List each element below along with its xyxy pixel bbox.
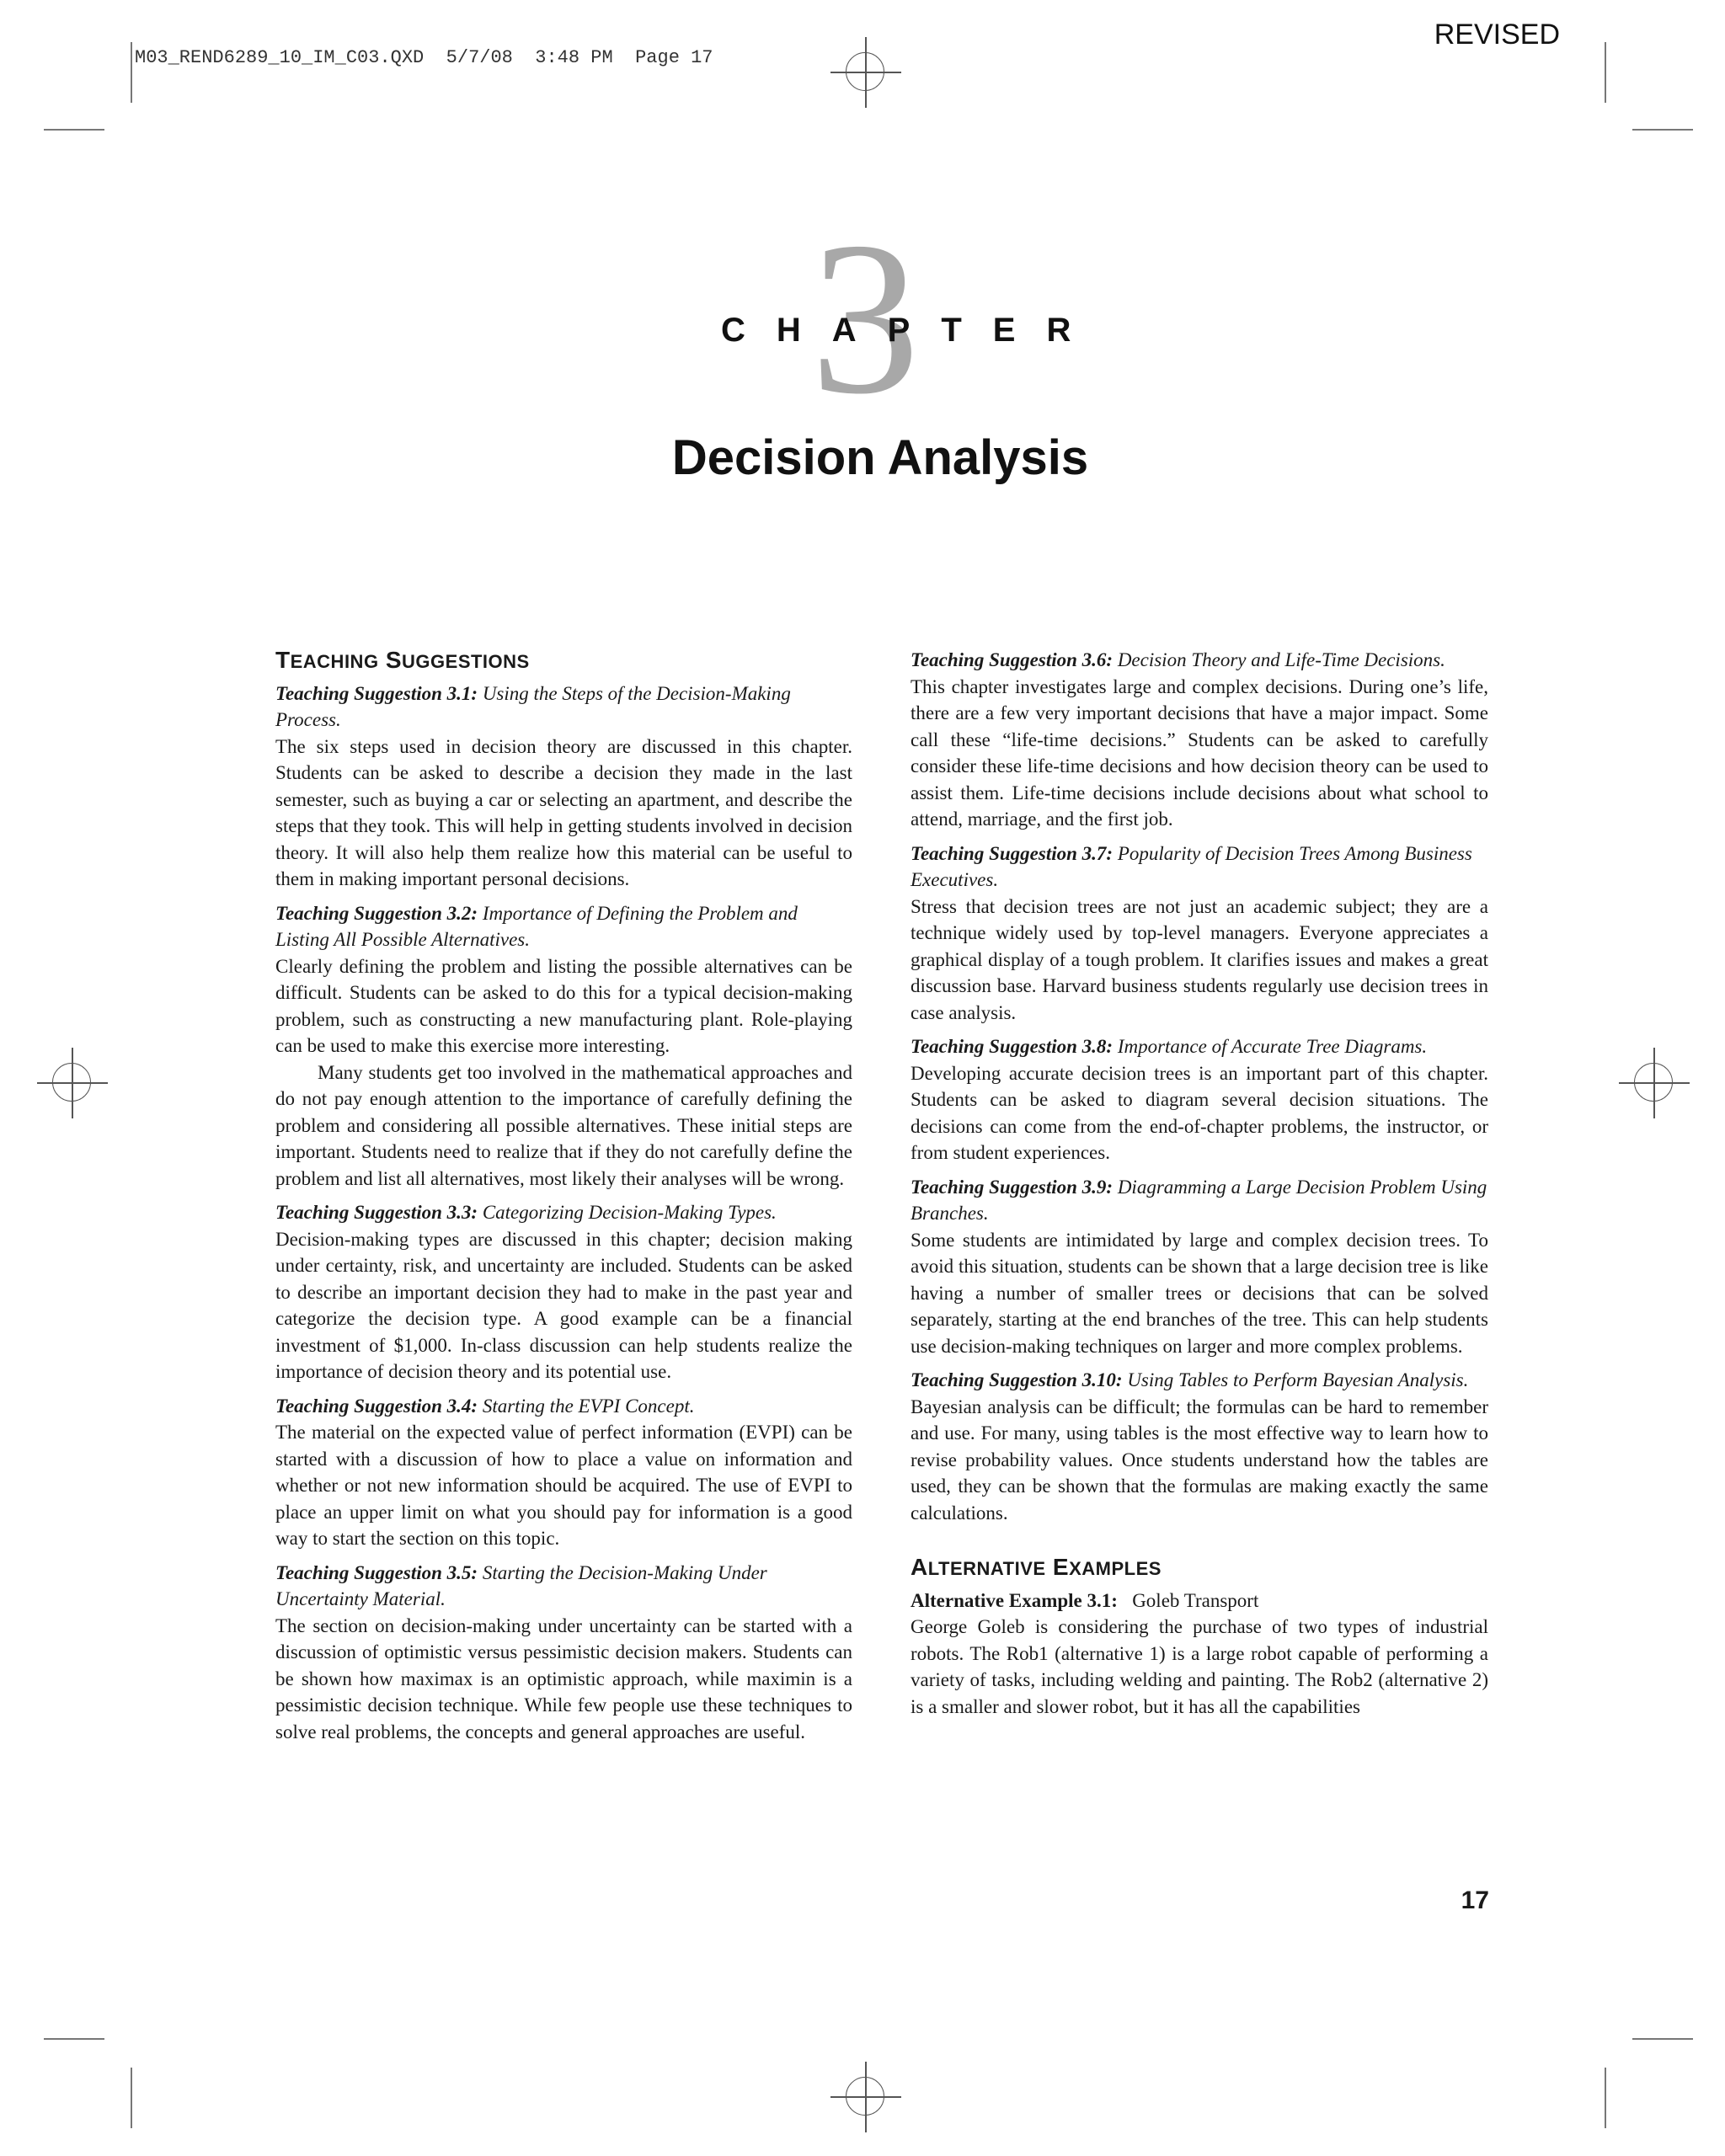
suggestion-text: The material on the expected value of perfect information (EVPI) can be started with a discussion of how to place a value on information and whether or not new information should be acquired. The use of EVPI to place an upper limit on what you should pay for information is a good way to start the section on this topic. bbox=[275, 1422, 852, 1549]
suggestion-heading: Teaching Suggestion 3.9: Diagramming a Large Decision Problem Using Branches. bbox=[911, 1176, 1487, 1224]
crop-mark bbox=[131, 2068, 132, 2128]
crop-mark bbox=[1632, 129, 1693, 131]
registration-mark-icon bbox=[830, 37, 901, 108]
suggestion-text: Developing accurate decision trees is an important part of this chapter. Students can be asked to diagram several decision situations. The decisions can come from the end-of-chapter problems, the instructor, or from student experiences. bbox=[911, 1062, 1488, 1163]
suggestion-text: Bayesian analysis can be difficult; the formulas can be hard to remember and use. For many, using tables is the most effective way to learn how to revise probability values. Once students understand how the tables are used, they can be shown that the formulas are making exactly the same calculations. bbox=[911, 1396, 1488, 1524]
teaching-suggestion-3-4 bbox=[275, 1393, 852, 1552]
suggestion-text: This chapter investigates large and complex decisions. During one’s life, there are a few very important decisions that have a major impact. Some call these “life-time decisions.” Students can be asked to carefully consider these life-time decisions and how decision theory can be used to assist them. Life-time decisions include decisions about what school to attend, marriage, and the first job. bbox=[911, 675, 1488, 830]
teaching-suggestion-3-10 bbox=[911, 1367, 1488, 1526]
chapter-number: 3 bbox=[810, 197, 920, 440]
teaching-suggestion-3-8 bbox=[911, 1033, 1488, 1166]
teaching-suggestion-3-6 bbox=[911, 647, 1488, 833]
teaching-suggestion-3-9 bbox=[911, 1174, 1488, 1360]
registration-mark-icon bbox=[37, 1048, 108, 1118]
suggestion-heading: Teaching Suggestion 3.4: Starting the EVPI Concept. bbox=[275, 1395, 695, 1417]
suggestion-text: Decision-making types are discussed in this chapter; decision making under certainty, risk, and uncertainty are included. Students can be asked to describe an important decision they had to make in the past year and categorize the decision type. A good example can be a financial investment of $1,000. In-class discussion can help students realize the importance of decision theory and its potential use. bbox=[275, 1228, 852, 1382]
suggestion-text: The section on decision-making under uncertainty can be started with a discussion of optimistic versus pessimistic decision makers. Students can be shown how maximax is an optimistic approach, while maximin is a pessimistic decision technique. While few people use these techniques to solve real problems, the concepts and general approaches are useful. bbox=[275, 1614, 852, 1742]
suggestion-text: The six steps used in decision theory are discussed in this chapter. Students can be asked to describe a decision they made in the last semester, such as buying a car or selecting an apartment, and describe the steps that they took. This will help in getting students involved in decision theory. It will also help them realize how this material can be useful to them in making important personal decisions. bbox=[275, 735, 852, 889]
registration-mark-icon bbox=[830, 2062, 901, 2132]
suggestion-heading: Teaching Suggestion 3.5: Starting the Decision-Making Under Uncertainty Material. bbox=[275, 1561, 767, 1609]
crop-mark bbox=[44, 129, 104, 131]
example-text: George Goleb is considering the purchase of two types of industrial robots. The Rob1 (alternative 1) is a large robot capable of performing a variety of tasks, including welding and painting. The Rob2 (alternative 2) is a smaller and slower robot, but it has all the capabilities bbox=[911, 1616, 1488, 1717]
revised-stamp: REVISED bbox=[1434, 19, 1560, 51]
page-number: 17 bbox=[1461, 1886, 1489, 1914]
suggestion-text: Some students are intimidated by large and complex decision trees. To avoid this situation, students can be shown that a large decision tree is like having a number of smaller trees or decisions that can be solved separately, starting at the end branches of the tree. This can help students use decision-making techniques on larger and more complex problems. bbox=[911, 1229, 1488, 1357]
crop-mark bbox=[1605, 42, 1606, 103]
teaching-suggestion-3-5 bbox=[275, 1560, 852, 1746]
suggestion-text: Clearly defining the problem and listing the possible alternatives can be difficult. Students can be asked to do this for a typical decision-making problem, such as constructing a new manufacturing plant. Role-playing can be used to make this exercise more interesting. bbox=[275, 955, 852, 1056]
suggestion-heading: Teaching Suggestion 3.3: Categorizing Decision-Making Types. bbox=[275, 1202, 777, 1223]
suggestion-heading: Teaching Suggestion 3.1: Using the Steps of the Decision-Making Process. bbox=[275, 682, 791, 730]
teaching-suggestion-3-2 bbox=[275, 900, 852, 1193]
crop-mark bbox=[131, 42, 132, 103]
teaching-suggestions-heading: TEACHING SUGGESTIONS bbox=[275, 647, 530, 673]
suggestion-heading: Teaching Suggestion 3.6: Decision Theory and Life-Time Decisions. bbox=[911, 649, 1445, 670]
suggestion-heading: Teaching Suggestion 3.7: Popularity of Decision Trees Among Business Executives. bbox=[911, 842, 1472, 890]
crop-mark bbox=[1605, 2068, 1606, 2128]
crop-mark bbox=[1632, 2038, 1693, 2040]
alternative-example-3-1 bbox=[911, 1588, 1488, 1721]
suggestion-heading: Teaching Suggestion 3.10: Using Tables to Perform Bayesian Analysis. bbox=[911, 1369, 1469, 1390]
teaching-suggestion-3-3 bbox=[275, 1199, 852, 1385]
suggestion-heading: Teaching Suggestion 3.8: Importance of Accurate Tree Diagrams. bbox=[911, 1036, 1428, 1057]
example-heading: Alternative Example 3.1: Goleb Transport bbox=[911, 1589, 1259, 1611]
suggestion-text: Many students get too involved in the mathematical approaches and do not pay enough attention to the importance of carefully defining the problem and considering all possible alternatives. These initial steps are important. Students need to realize that if they do not carefully define the problem and list all alternatives, most likely their analyses will be wrong. bbox=[275, 1061, 852, 1189]
registration-mark-icon bbox=[1619, 1048, 1690, 1118]
alternative-examples-heading: ALTERNATIVE EXAMPLES bbox=[911, 1554, 1162, 1580]
suggestion-text: Stress that decision trees are not just an academic subject; they are a technique widely used by top-level managers. Everyone appreciates a graphical display of a tough problem. It clarifies issues and makes a great discussion base. Harvard business students regularly use decision trees in case analysis. bbox=[911, 895, 1488, 1023]
crop-mark bbox=[44, 2038, 104, 2040]
teaching-suggestion-3-1 bbox=[275, 680, 852, 893]
left-column bbox=[275, 647, 852, 1753]
right-column bbox=[911, 647, 1488, 1727]
file-slug: M03_REND6289_10_IM_C03.QXD 5/7/08 3:48 PM Page 17 bbox=[135, 47, 713, 68]
suggestion-heading: Teaching Suggestion 3.2: Importance of Defining the Problem and Listing All Possible Alternatives. bbox=[275, 902, 798, 950]
chapter-title: Decision Analysis bbox=[671, 430, 1089, 485]
chapter-label: CHAPTER bbox=[721, 312, 1103, 349]
teaching-suggestion-3-7 bbox=[911, 841, 1488, 1027]
